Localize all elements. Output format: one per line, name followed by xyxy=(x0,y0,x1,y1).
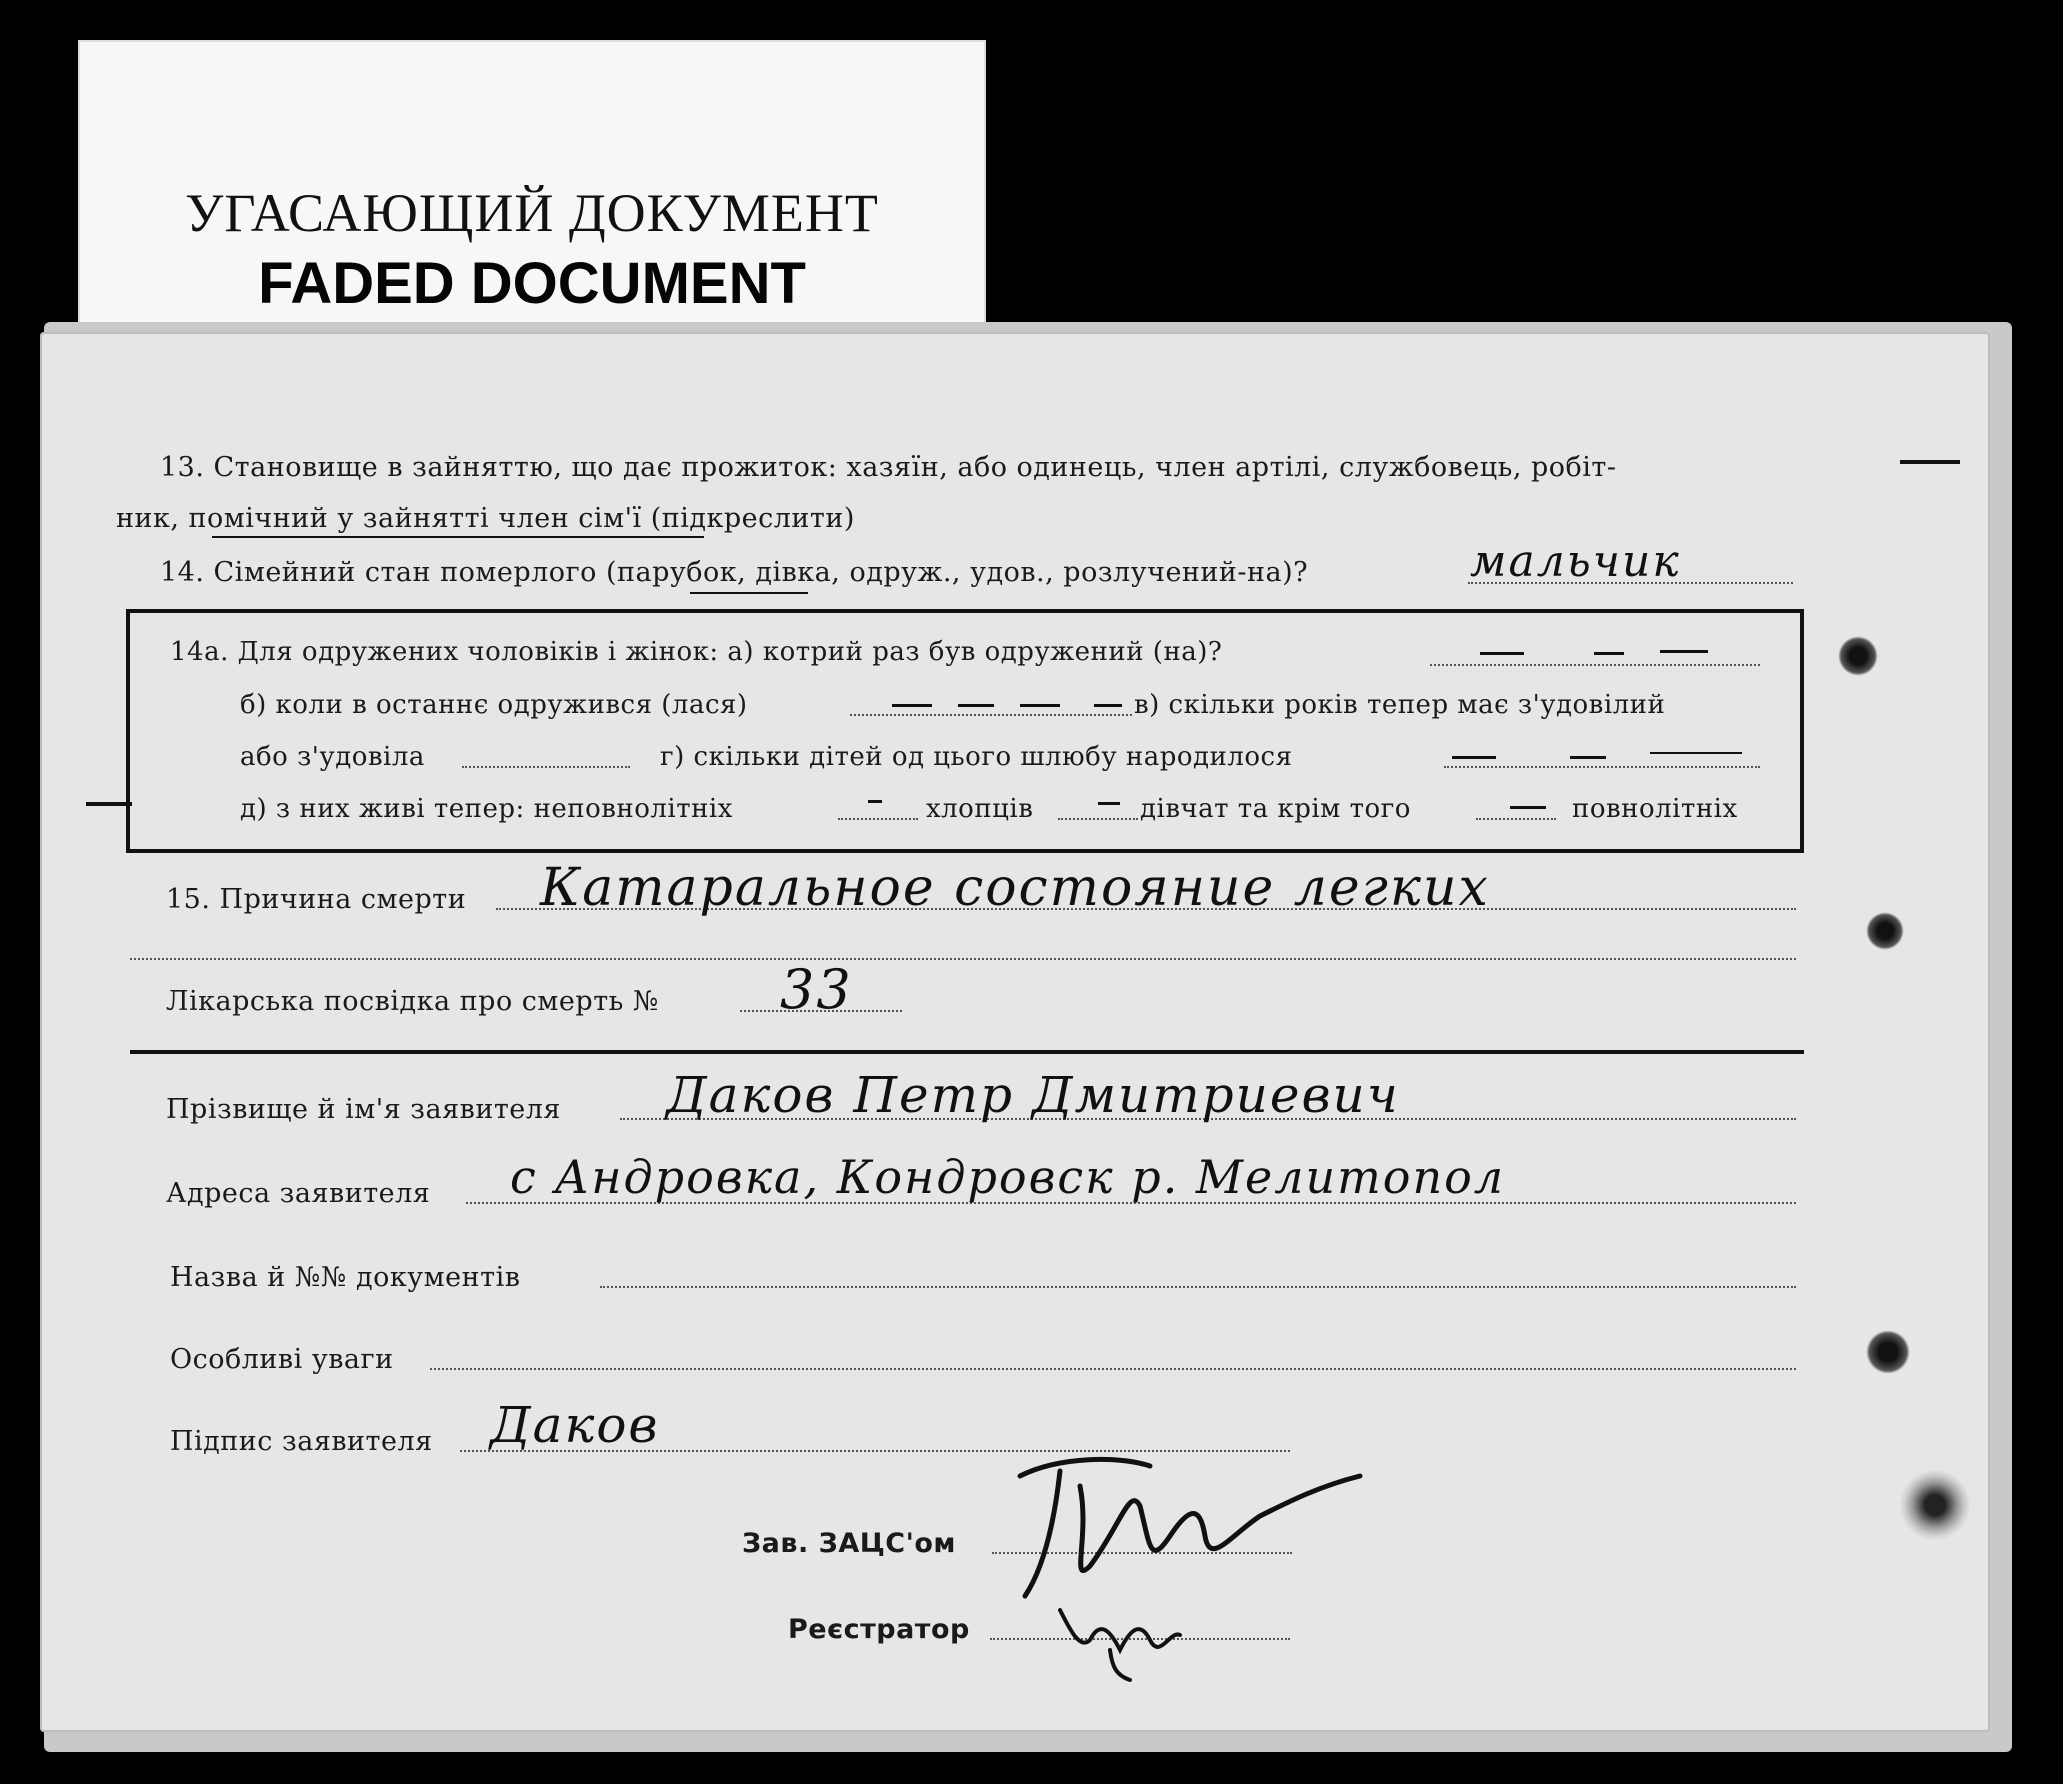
documents-dotted xyxy=(600,1286,1796,1288)
dash-mark xyxy=(1480,652,1524,655)
registrar-signature-scrawl xyxy=(1040,1590,1220,1690)
item-14a-v-dotted xyxy=(462,766,630,768)
item-14a-line-2a: б) коли в останнє одружився (лася) xyxy=(240,690,748,720)
documents-label: Назва й №№ документів xyxy=(170,1262,521,1293)
head-of-registry-label: Зав. ЗАЦС'ом xyxy=(742,1528,956,1559)
item-14a-b-dotted xyxy=(850,714,1132,716)
dash-mark xyxy=(1510,806,1546,809)
dash-mark xyxy=(1570,756,1606,759)
faded-document-label-card xyxy=(78,40,986,344)
item-13-line-1: 13. Становище в зайняттю, що дає прожиток: хазяїн, або одинець, член артілі, службовець, робіт- xyxy=(160,452,1617,483)
dash-mark xyxy=(1098,802,1120,805)
item-14a-d1-dotted xyxy=(838,818,918,820)
dash-mark xyxy=(868,800,882,803)
applicant-name-handwritten: Даков Петр Дмитриевич xyxy=(666,1066,1400,1124)
item-15-dotted-2 xyxy=(130,958,1796,960)
item-14-label: 14. Сімейний стан померлого (парубок, дівка, одруж., удов., розлучений-на)? xyxy=(160,557,1309,588)
dash-mark xyxy=(958,704,994,707)
remarks-dotted xyxy=(430,1368,1796,1370)
edge-mark xyxy=(1900,460,1960,464)
item-14a-a-dotted xyxy=(1430,664,1760,666)
applicant-address-handwritten: с Андровка, Кондровск р. Мелитопол xyxy=(510,1150,1506,1204)
signature-label: Підпис заявителя xyxy=(170,1426,433,1457)
section-divider xyxy=(130,1050,1804,1054)
death-certificate-number: 33 xyxy=(780,958,853,1021)
item-14a-line-3b: г) скільки дітей од цього шлюбу народилося xyxy=(660,742,1293,772)
underline-family-member xyxy=(212,536,704,538)
remarks-label: Особливі уваги xyxy=(170,1344,394,1375)
item-14a-line-4c: дівчат та крім того xyxy=(1140,794,1411,824)
item-14a-line-4d: повнолітніх xyxy=(1572,794,1738,824)
item-14a-line-2b: в) скільки років тепер має з'удовілий xyxy=(1134,690,1666,720)
dash-mark xyxy=(1650,752,1742,754)
label-english: FADED DOCUMENT xyxy=(258,251,806,316)
item-14a-g-dotted xyxy=(1444,766,1760,768)
punch-hole xyxy=(1838,636,1878,676)
dash-mark xyxy=(892,704,932,707)
item-14a-d2-dotted xyxy=(1058,818,1138,820)
dash-mark xyxy=(1452,756,1496,759)
registrar-label: Реєстратор xyxy=(788,1614,970,1645)
item-14a-d3-dotted xyxy=(1476,818,1556,820)
item-14a-line-1: 14а. Для одружених чоловіків і жінок: а) котрий раз був одружений (на)? xyxy=(170,637,1223,667)
punch-hole xyxy=(1866,1330,1910,1374)
label-russian: УГАСАЮЩИЙ ДОКУМЕНТ xyxy=(185,183,879,243)
dash-mark xyxy=(1094,704,1122,707)
punch-hole xyxy=(1866,912,1904,950)
underline-parubok xyxy=(690,592,808,594)
applicant-signature: Даков xyxy=(490,1396,660,1454)
death-certificate-label: Лікарська посвідка про смерть № xyxy=(166,986,659,1017)
dash-mark xyxy=(1020,704,1060,707)
dash-mark xyxy=(1660,650,1708,653)
item-14a-line-4b: хлопців xyxy=(926,794,1034,824)
edge-mark xyxy=(86,802,132,806)
item-14a-line-4a: д) з них живі тепер: неповнолітніх xyxy=(240,794,733,824)
item-15-label: 15. Причина смерти xyxy=(166,884,467,915)
punch-hole xyxy=(1900,1470,1970,1540)
item-13-line-2: ник, помічний у зайнятті член сім'ї (підкреслити) xyxy=(116,503,855,534)
applicant-name-label: Прізвище й ім'я заявителя xyxy=(166,1094,561,1125)
dash-mark xyxy=(1594,652,1624,655)
item-14-handwritten-value: мальчик xyxy=(1470,536,1681,587)
applicant-address-label: Адреса заявителя xyxy=(166,1178,431,1209)
item-15-handwritten-cause: Катаральное состояние легких xyxy=(540,858,1490,918)
item-14a-line-3a: або з'удовіла xyxy=(240,742,425,772)
